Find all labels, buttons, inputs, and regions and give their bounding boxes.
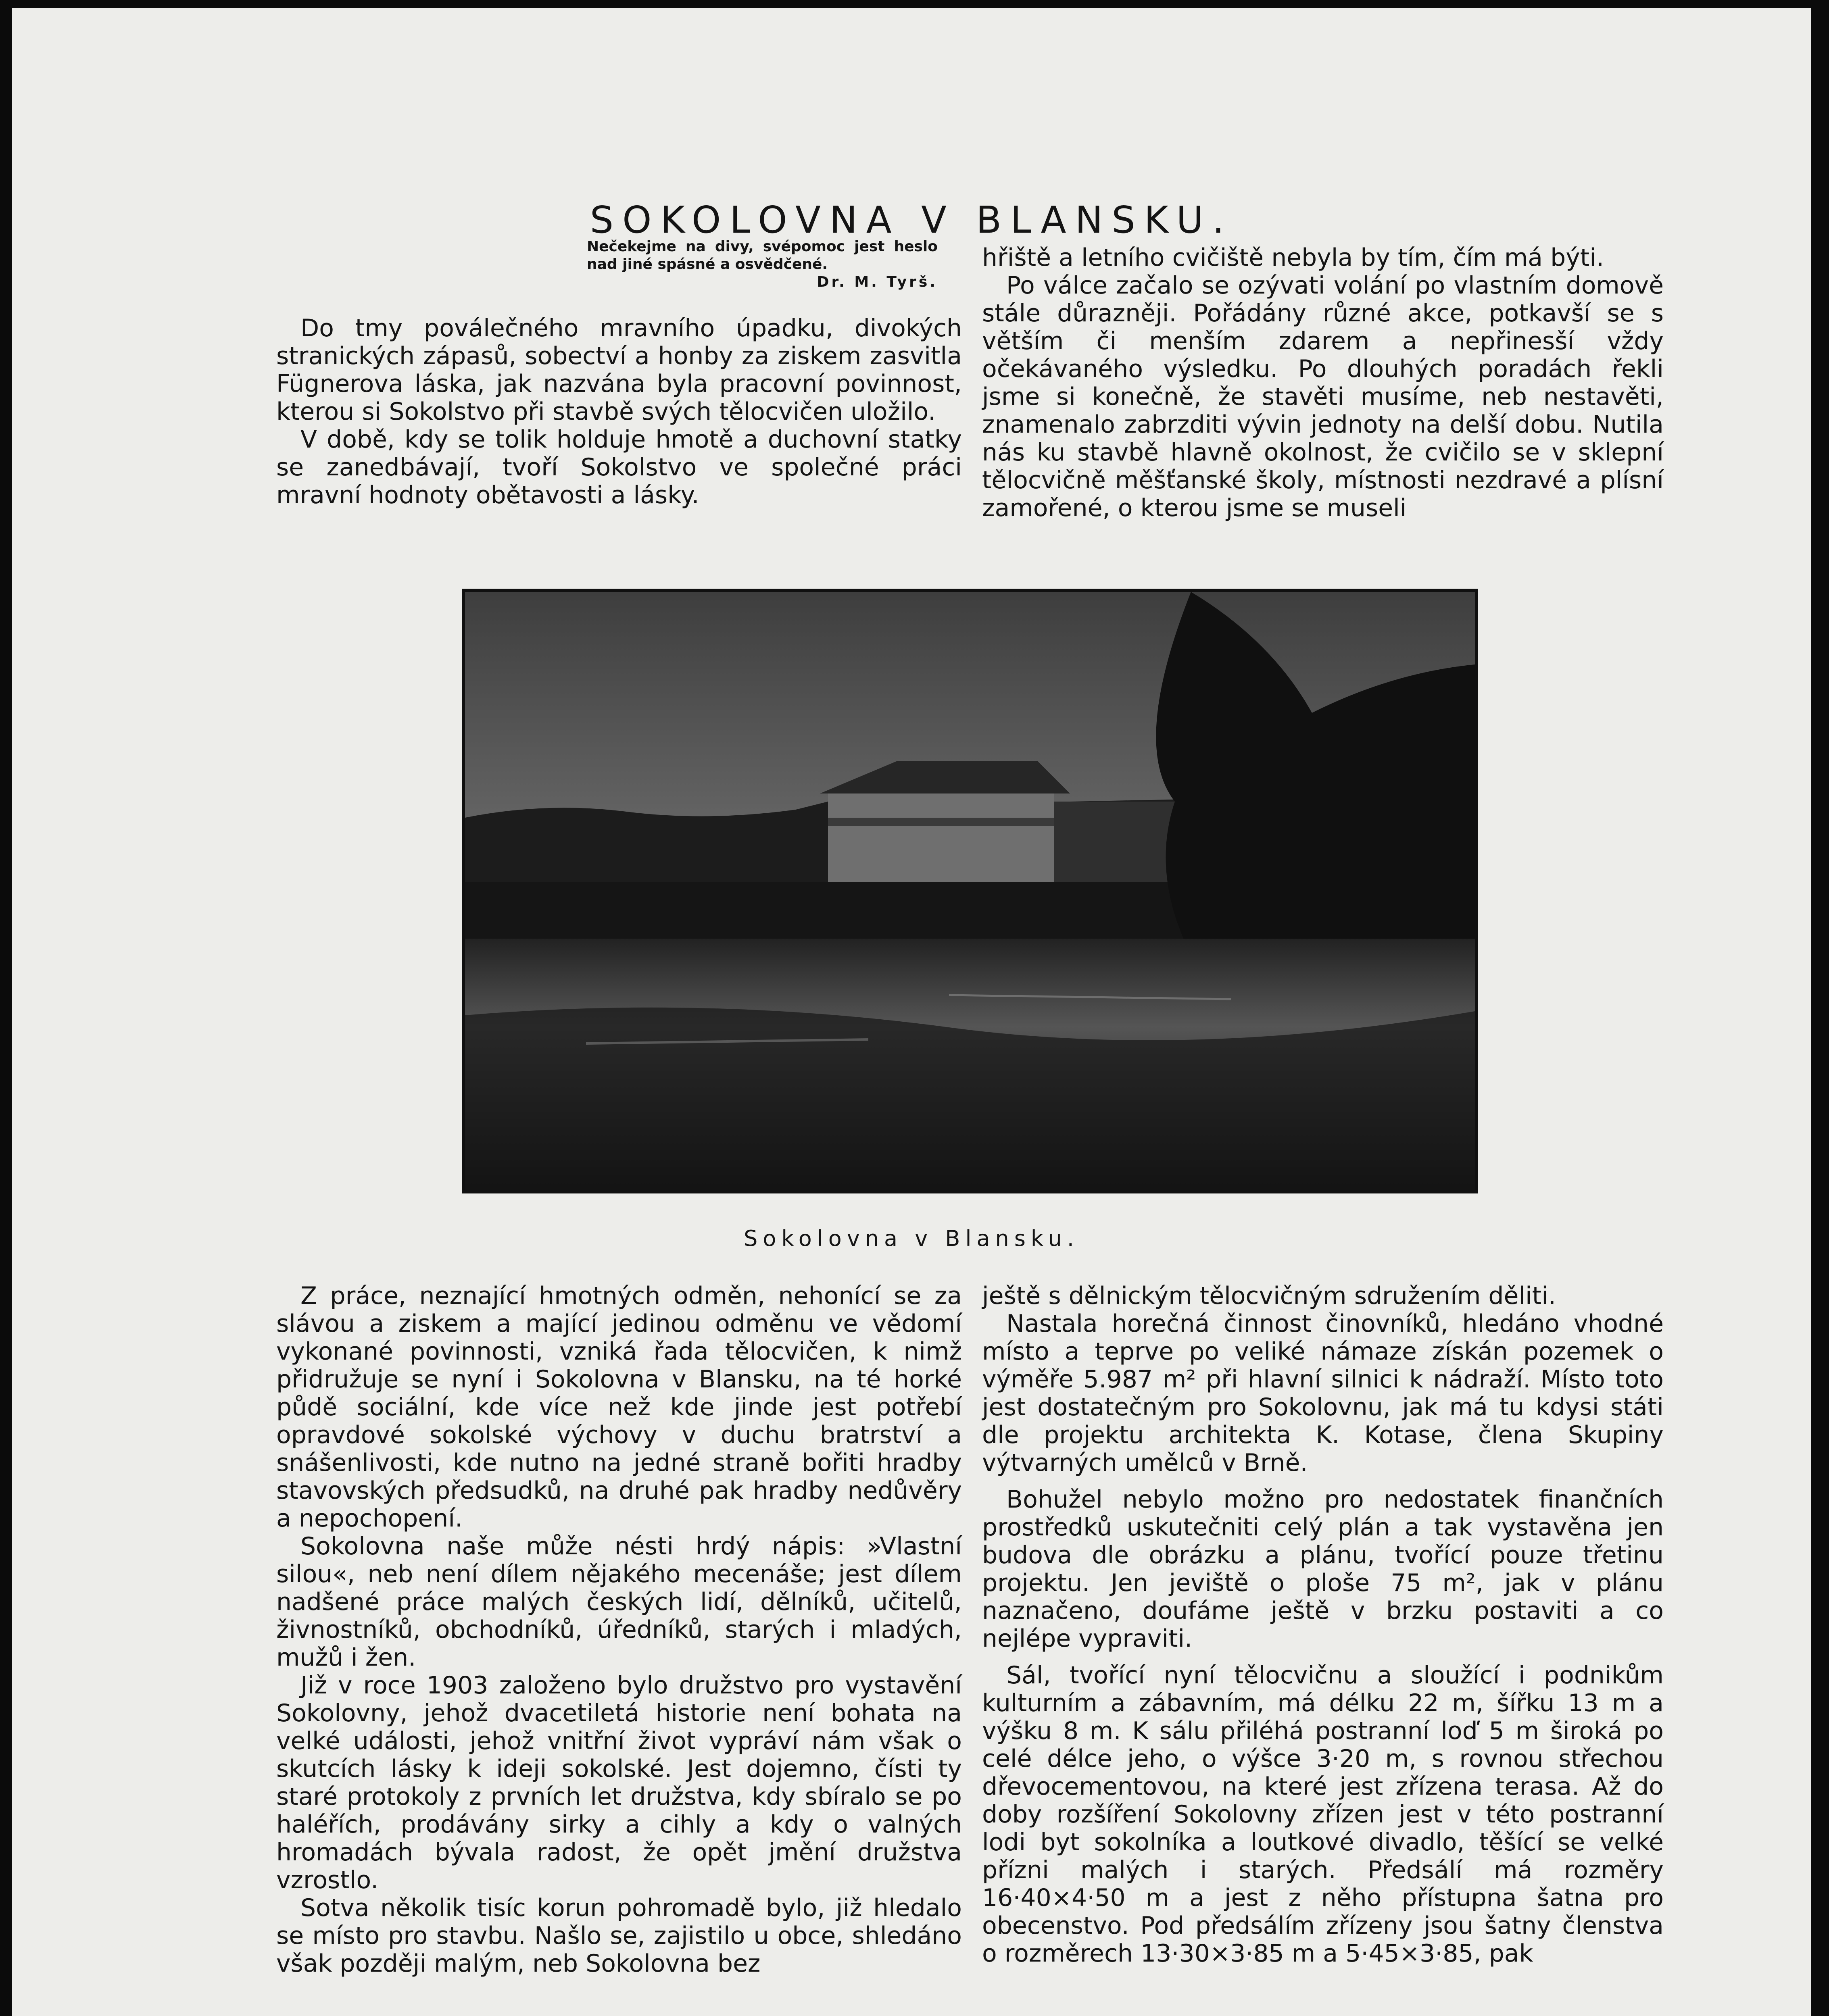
sokolovna-photo bbox=[462, 589, 1478, 1193]
page bbox=[12, 8, 1811, 2016]
photo-illustration bbox=[465, 592, 1475, 1190]
paragraph: Z práce, neznající hmotných odměn, nehonící se za slávou a ziskem a mající jedinou odměnu ve vědomí vykonané povinnosti, vzniká řada tělocvičen, k nimž přidružuje se nyní i Sokolovna v Blansku, na té horké půdě sociální, kde více než kde jinde jest potřebí opravdové sokolské výchovy v duchu bratrství a snášenlivosti, kde nutno na jedné straně bořiti hradby stavovských předsudků, na druhé pak hradby nedůvěry a nepochopení. bbox=[276, 1282, 962, 1533]
article-title: SOKOLOVNA V BLANSKU. bbox=[590, 198, 1233, 242]
paragraph: hřiště a letního cvičiště nebyla by tím, čím má býti. bbox=[982, 244, 1604, 272]
paragraph: Sokolovna naše může nésti hrdý nápis: »Vlastní silou«, neb není dílem nějakého mecenáše; jest dílem nadšené práce malých českých lidí, dělníků, učitelů, živnostníků, obchodníků, úředníků, starých i mladých, mužů i žen. bbox=[276, 1532, 962, 1672]
photo-caption: Sokolovna v Blansku. bbox=[744, 1226, 1079, 1251]
paragraph: Po válce začalo se ozývati volání po vlastním domově stále důrazněji. Pořádány různé akce, potkavší se s větším či menším zdarem a nepřinesší vždy očekávaného výsledku. Po dlouhých poradách řekli jsme si konečně, že stavěti musíme, neb nestavěti, znamenalo zabrzditi vývin jednoty na delší dobu. Nutila nás ku stavbě hlavně okolnost, že cvičilo se v sklepní tělocvičně měšťanské školy, místnosti nezdravé a plísní zamořené, o kterou jsme se museli bbox=[982, 271, 1664, 522]
motto-text: Nečekejme na divy, svépomoc jest heslo nad jiné spásné a osvědčené. bbox=[587, 238, 938, 273]
paragraph: V době, kdy se tolik holduje hmotě a duchovní statky se zanedbávají, tvoří Sokolstvo ve společné práci mravní hodnoty obětavosti a lásky. bbox=[276, 425, 962, 509]
intro-column bbox=[276, 314, 962, 509]
motto bbox=[587, 238, 938, 291]
bottom-left-column bbox=[276, 1282, 962, 1978]
motto-author: Dr. M. Tyrš. bbox=[817, 274, 938, 290]
paragraph: Nastala horečná činnost činovníků, hledáno vhodné místo a teprve po veliké námaze získán pozemek o výměře 5.987 m² při hlavní silnici k nádraží. Místo toto jest dostatečným pro Sokolovnu, jak má tu kdysi státi dle projektu architekta K. Kotase, člena Skupiny výtvarných umělců v Brně. bbox=[982, 1310, 1664, 1477]
paragraph: ještě s dělnickým tělocvičným sdružením děliti. bbox=[982, 1282, 1556, 1310]
paragraph: Již v roce 1903 založeno bylo družstvo pro vystavění Sokolovny, jehož dvacetiletá historie není bohata na velké události, jehož vnitřní život vypráví nám však o skutcích lásky k ideji sokolské. Jest dojemno, čísti ty staré protokoly z prvních let družstva, kdy sbíralo se po haléřích, prodávány sirky a cihly a kdy o valných hromadách bývala radost, že opět jmění družstva vzrostlo. bbox=[276, 1671, 962, 1894]
paragraph: Bohužel nebylo možno pro nedostatek finančních prostředků uskutečniti celý plán a tak vystavěna jen budova dle obrázku a plánu, tvořící pouze třetinu projektu. Jen jeviště o ploše 75 m², jak v plánu naznačeno, doufáme ještě v brzku postaviti a co nejlépe vypraviti. bbox=[982, 1485, 1664, 1653]
paragraph: Do tmy poválečného mravního úpadku, divokých stranických zápasů, sobectví a honby za ziskem zasvitla Fügnerova láska, jak nazvána byla pracovní povinnost, kterou si Sokolstvo při stavbě svých tělocvičen uložilo. bbox=[276, 314, 962, 426]
bottom-right-column bbox=[982, 1282, 1664, 1968]
paragraph: Sál, tvořící nyní tělocvičnu a sloužící i podnikům kulturním a zábavním, má délku 22 m, šířku 13 m a výšku 8 m. K sálu přiléhá postranní loď 5 m široká po celé délce jeho, o výšce 3·20 m, s rovnou střechou dřevocementovou, na které jest zřízena terasa. Až do doby rozšíření Sokolovny zřízen jest v této postranní lodi byt sokolníka a loutkové divadlo, těšící se velké přízni malých i starých. Předsálí má rozměry 16·40×4·50 m a jest z něho přístupna šatna pro obecenstvo. Pod předsálím zřízeny jsou šatny členstva o rozměrech 13·30×3·85 m a 5·45×3·85, pak bbox=[982, 1661, 1664, 1968]
top-right-column bbox=[982, 244, 1664, 522]
paragraph: Sotva několik tisíc korun pohromadě bylo, již hledalo se místo pro stavbu. Našlo se, zajistilo u obce, shledáno však později malým, neb Sokolovna bez bbox=[276, 1894, 962, 1978]
